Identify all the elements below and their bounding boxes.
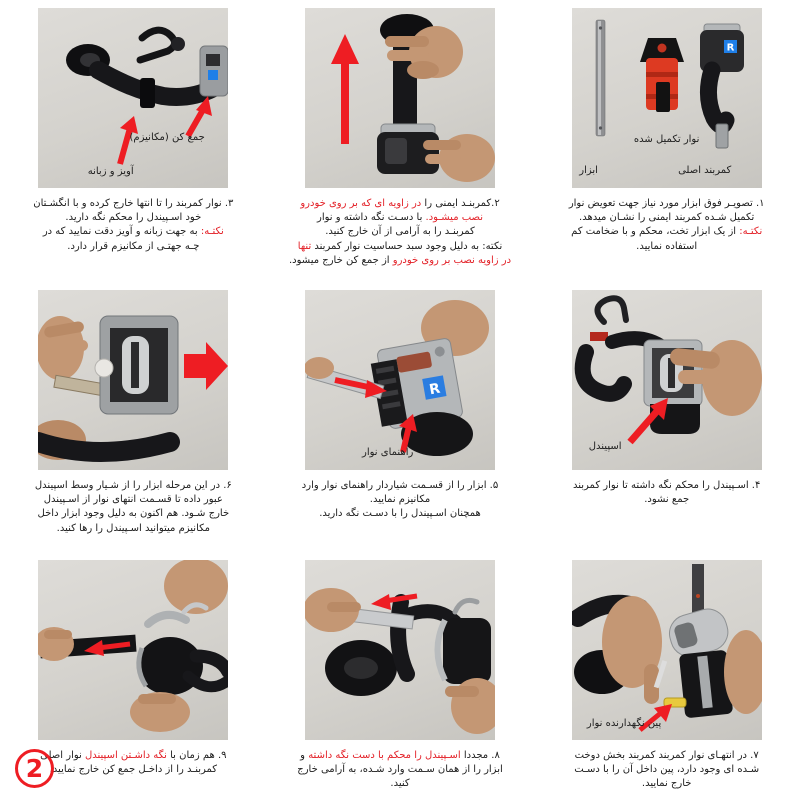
lower-hand-illustration	[423, 134, 495, 182]
step-8-caption: ۸. مجددا اسـپیندل را محکم با دست نگه داشته و ابزار را از همان سـمت وارد شـده، به آرامی خارج کنید.	[297, 750, 503, 790]
step-2-photo	[305, 8, 495, 188]
step-3-caption: ۳. نوار کمربند را تا انتها خارج کرده و با انگشـتان خود اسـپیندل را محکم نگه دارید. نکتـه: به جهت زبانه و آویز دقت نمایید که در چـه جهتـی از مکانیزم قرار دارد.	[33, 198, 234, 252]
up-arrow-icon	[331, 34, 359, 144]
belt-strap-illustration	[98, 70, 214, 97]
right-hand-illustration	[130, 692, 190, 732]
r-sticker: R	[726, 42, 735, 54]
step-2-caption: ۲.کمربنـد ایمنی را در زاویه ای که بر روی خودرو نصب میشـود. با دسـت نگه داشته و نوار کمربنـد را به آرامی از آن خارج کنید. نکته: به دلیل وجود سبد حساسیت نوار کمربند تنها در زاویه نصب بر روی خودرو از جمع کن خارج میشود.	[288, 198, 512, 266]
pull-belt-illustration	[305, 8, 495, 188]
photo-label: آویز و زبانه	[87, 166, 134, 178]
r-sticker: R	[428, 380, 442, 399]
step-4-photo	[572, 290, 762, 470]
step-5-photo	[305, 290, 495, 470]
step-1-caption: ۱. تصویـر فوق ابزار مورد نیاز جهت تعویض نوار تکمیل شـده کمربند ایمنی را نشـان میدهد. نکتـه: از یک ابزار تخت، محکم و با ضخامت کم استفاده نمایید.	[568, 198, 765, 252]
step-7-panel	[533, 560, 800, 800]
step-6-panel	[0, 290, 267, 560]
step-8-photo	[305, 560, 495, 740]
photo-label: جمع کن (مکانیزم)	[129, 132, 205, 144]
right-hand-illustration	[445, 678, 495, 734]
belt-parts-illustration	[38, 8, 228, 188]
step-4-panel	[533, 290, 800, 560]
step-2-panel	[267, 8, 534, 290]
photo-label: پین نگهدارنده نوار	[586, 718, 662, 730]
step-7-photo	[572, 560, 762, 740]
step-7-caption: ۷. در انتهـای نوار کمربند کمربند بخش دوخت شـده ای وجود دارد، پین داخل آن را با دسـت خارج نمایید.	[574, 750, 760, 790]
step-9-photo	[38, 560, 228, 740]
step-6-caption: ۶. در این مرحله ابزار را از شـیار وسط اسپیندل عبور داده تا قسـمت انتهای نوار از اسـپیندل خارج شـود. هم اکنون به دلیل وجود ابزار داخل مکانیزم میتوانید اسـپیندل را رها کنید.	[34, 480, 232, 534]
release-webbing-illustration	[38, 290, 228, 470]
belt-strap-illustration	[38, 442, 170, 452]
completed-webbing-illustration	[640, 38, 684, 112]
step-3-panel	[0, 8, 267, 290]
belt-loop-illustration	[582, 352, 623, 394]
tongue-illustration	[140, 78, 155, 108]
step-8-panel	[267, 560, 534, 800]
step-4-caption: ۴. اسـپیندل را محکم نگه داشته تا نوار کمربند جمع نشود.	[572, 480, 761, 506]
photo-label: کمربند اصلی	[678, 164, 732, 176]
pull-webbing-out-illustration	[38, 560, 228, 740]
photo-label: اسپیندل	[588, 441, 622, 453]
tools-overview-illustration	[572, 8, 762, 188]
photo-label: ابزار	[579, 164, 598, 176]
mechanism-illustration	[95, 316, 178, 414]
step-1-panel	[533, 8, 800, 290]
photo-label: نوار تکمیل شده	[633, 134, 700, 145]
step-1-photo	[572, 8, 762, 188]
step-9-caption: ۹. هم زمان با نگه داشـتن اسپیندل نوار اصلی کمربنـد را از داخـل جمع کن خارج نمایید.	[40, 750, 227, 776]
left-hand-illustration	[305, 588, 361, 632]
photo-label: راهنمای نوار	[362, 446, 414, 458]
step-5-panel	[267, 290, 534, 560]
insert-tool-illustration	[305, 290, 495, 470]
original-belt-illustration	[700, 24, 744, 148]
step-5-caption: ۵. ابزار را از قسـمت شیاردار راهنمای نوار وارد مکانیزم نمایید. همچنان اسـپیندل را با دسـت نگه دارید.	[301, 480, 499, 520]
mechanism-illustration	[200, 46, 228, 96]
remove-pin-illustration	[572, 560, 762, 740]
right-arrow-icon	[184, 342, 228, 390]
withdraw-tool-illustration	[305, 560, 495, 740]
hook-illustration	[140, 30, 185, 60]
step-3-photo	[38, 8, 228, 188]
page-number-badge: 2	[15, 749, 54, 788]
step-6-photo	[38, 290, 228, 470]
